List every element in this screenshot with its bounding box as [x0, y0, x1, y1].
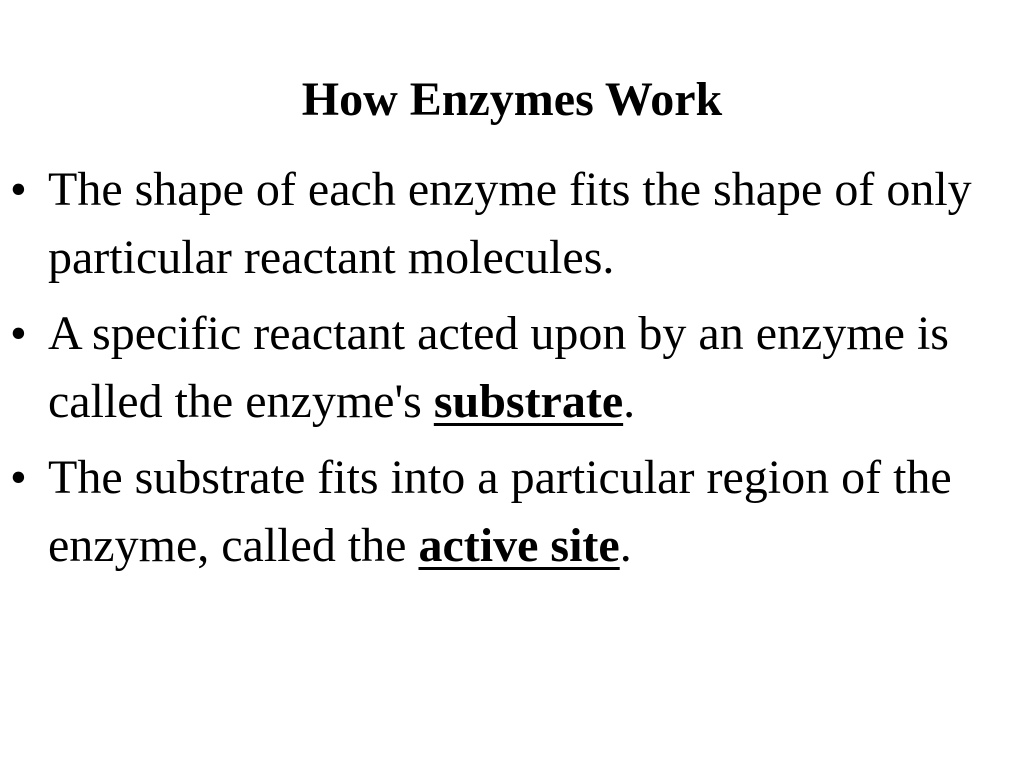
bullet-item-enzyme-shape	[0, 156, 1010, 292]
term-active-site: active site	[418, 519, 620, 572]
bullet-text: A specific reactant acted upon by an enzyme is called the enzyme's	[48, 307, 949, 428]
bullet-icon: •	[10, 163, 27, 216]
bullet-text: The shape of each enzyme fits the shape of only particular reactant molecules.	[48, 163, 972, 284]
slide-title: How Enzymes Work	[301, 73, 723, 126]
bullet-list	[0, 156, 1010, 588]
bullet-text-end: .	[619, 519, 632, 572]
bullet-text: The substrate fits into a particular region of the enzyme, called the	[48, 451, 952, 572]
term-substrate: substrate	[433, 375, 624, 428]
bullet-text-end: .	[623, 375, 636, 428]
bullet-item-substrate	[0, 300, 1010, 436]
bullet-icon: •	[10, 451, 27, 504]
bullet-item-active-site	[0, 444, 1010, 580]
bullet-icon: •	[10, 307, 27, 360]
